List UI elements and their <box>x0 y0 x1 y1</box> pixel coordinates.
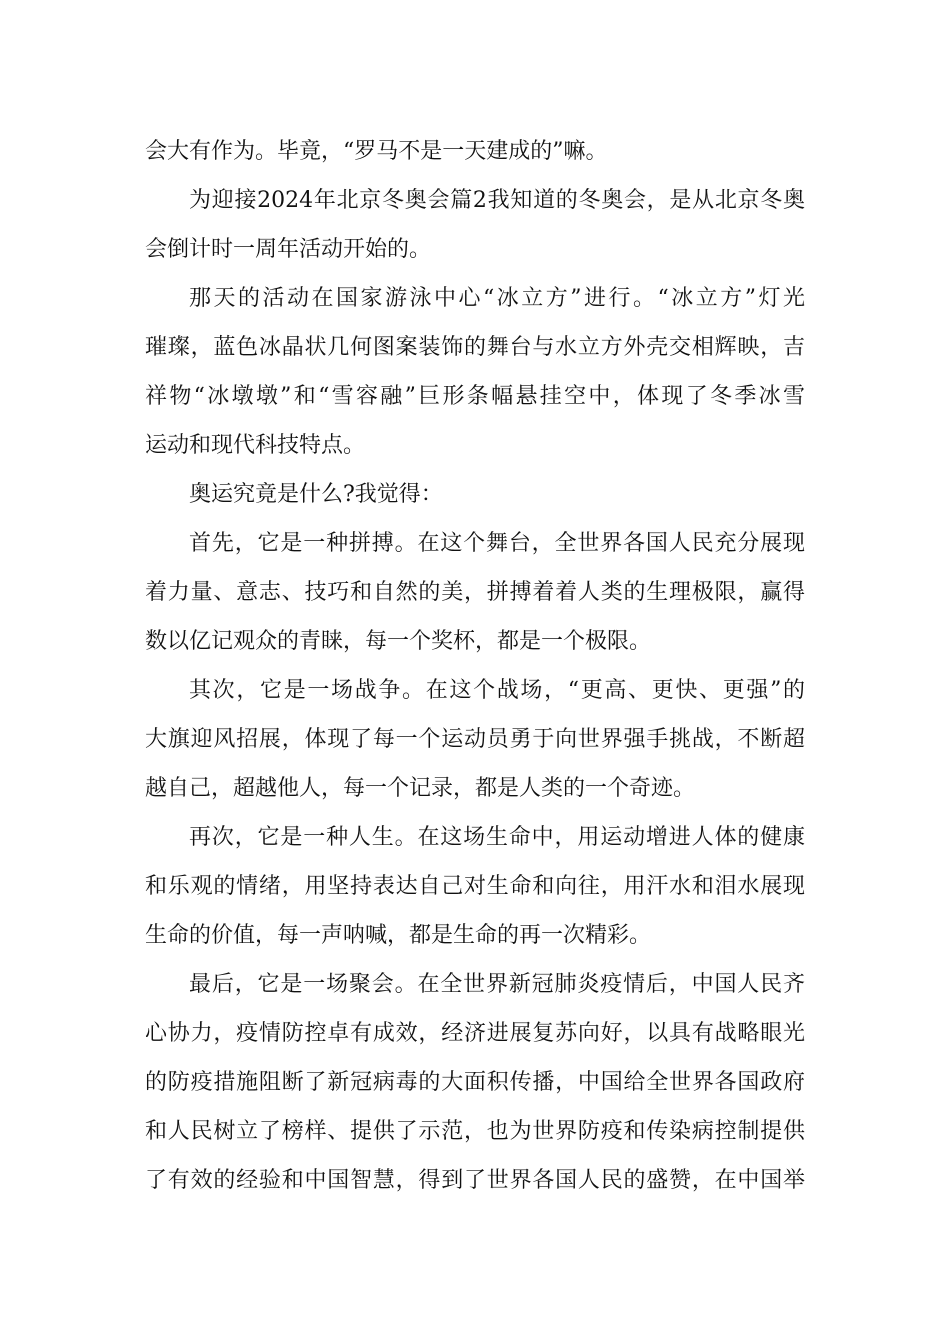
text-line: 和人民树立了榜样、提供了示范，也为世界防疫和传染病控制提供 <box>145 1119 805 1144</box>
paragraph <box>145 960 805 1205</box>
paragraph <box>145 176 805 274</box>
paragraph <box>145 519 805 666</box>
text-line: 首先，它是一种拼搏。在这个舞台，全世界各国人民充分展现 <box>189 531 805 556</box>
text-line: 祥物“冰墩墩”和“雪容融”巨形条幅悬挂空中，体现了冬季冰雪 <box>145 384 805 409</box>
paragraph <box>145 127 805 176</box>
text-line: 那天的活动在国家游泳中心“冰立方”进行。“冰立方”灯光 <box>189 286 805 311</box>
text-line: 着力量、意志、技巧和自然的美，拼搏着着人类的生理极限，赢得 <box>145 580 805 605</box>
text-line: 为迎接2024年北京冬奥会篇2我知道的冬奥会，是从北京冬奥 <box>189 188 805 213</box>
text-line: 奥运究竟是什么?我觉得： <box>189 482 443 507</box>
text-line: 会大有作为。毕竟，“罗马不是一天建成的”嘛。 <box>145 139 608 164</box>
paragraph <box>145 813 805 960</box>
text-line: 大旗迎风招展，体现了每一个运动员勇于向世界强手挑战，不断超 <box>145 727 805 752</box>
paragraph <box>145 666 805 813</box>
text-line: 和乐观的情绪，用坚持表达自己对生命和向往，用汗水和泪水展现 <box>145 874 805 899</box>
paragraph <box>145 470 805 519</box>
text-line: 生命的价值，每一声呐喊，都是生命的再一次精彩。 <box>145 923 652 948</box>
text-line: 了有效的经验和中国智慧，得到了世界各国人民的盛赞，在中国举 <box>145 1168 805 1193</box>
text-line: 的防疫措施阻断了新冠病毒的大面积传播，中国给全世界各国政府 <box>145 1070 805 1095</box>
text-line: 其次，它是一场战争。在这个战场，“更高、更快、更强”的 <box>189 678 805 703</box>
text-line: 运动和现代科技特点。 <box>145 433 366 458</box>
text-line: 会倒计时一周年活动开始的。 <box>145 237 432 262</box>
paragraph <box>145 274 805 470</box>
document-body <box>145 127 805 1205</box>
text-line: 数以亿记观众的青睐，每一个奖杯，都是一个极限。 <box>145 629 652 654</box>
text-line: 最后，它是一场聚会。在全世界新冠肺炎疫情后，中国人民齐 <box>189 972 805 997</box>
text-line: 再次，它是一种人生。在这场生命中，用运动增进人体的健康 <box>189 825 805 850</box>
text-line: 越自己，超越他人，每一个记录，都是人类的一个奇迹。 <box>145 776 696 801</box>
text-line: 璀璨，蓝色冰晶状几何图案装饰的舞台与水立方外壳交相辉映，吉 <box>145 335 805 360</box>
text-line: 心协力，疫情防控卓有成效，经济进展复苏向好，以具有战略眼光 <box>145 1021 805 1046</box>
